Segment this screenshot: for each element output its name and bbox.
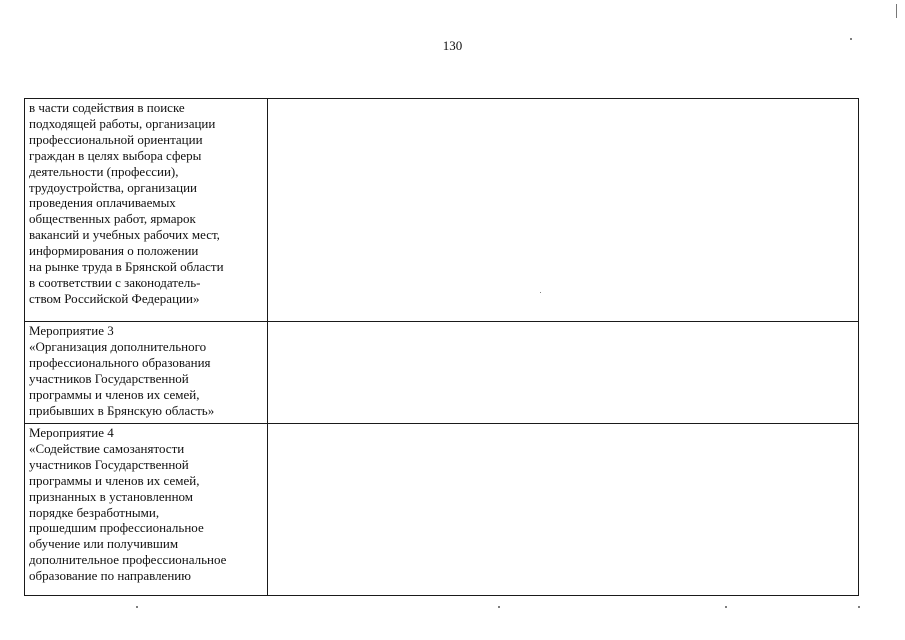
text-line: информирования о положении: [29, 243, 199, 259]
event-description-cell: [25, 99, 268, 322]
scan-speck: [540, 292, 541, 293]
text-line: образование по направлению: [29, 568, 191, 584]
page-number: 130: [442, 38, 463, 53]
text-line: порядке безработными,: [29, 504, 160, 520]
text-line: Мероприятие 4: [29, 425, 114, 440]
text-line: «Содействие самозанятости: [29, 440, 185, 456]
scan-speck: [858, 606, 860, 608]
text-line: подходящей работы, организации: [29, 115, 216, 131]
table-row: [25, 322, 859, 424]
empty-cell: [268, 424, 859, 596]
text-line: участников Государственной: [29, 456, 189, 472]
event-description-cell: [25, 424, 268, 596]
text-line: дополнительное профессиональное: [29, 552, 227, 568]
table-row: [25, 424, 859, 596]
text-line: Мероприятие 3: [29, 323, 114, 338]
text-line: вакансий и учебных рабочих мест,: [29, 227, 220, 243]
document-table: [24, 98, 859, 596]
event-description-cell: [25, 322, 268, 424]
text-line: деятельности (профессии),: [29, 163, 179, 179]
table-row: [25, 99, 859, 322]
text-line: в части содействия в поиске: [29, 100, 185, 115]
text-line: участников Государственной: [29, 370, 189, 386]
text-line: признанных в установленном: [29, 488, 194, 504]
empty-cell: [268, 99, 859, 322]
text-line: ством Российской Федерации»: [29, 290, 200, 306]
text-line: в соответствии с законодатель-: [29, 274, 201, 290]
text-line: проведения оплачиваемых: [29, 195, 176, 211]
empty-cell: [268, 322, 859, 424]
text-line: программы и членов их семей,: [29, 386, 200, 402]
scan-edge-mark: [896, 4, 897, 18]
text-line: общественных работ, ярмарок: [29, 211, 196, 227]
text-line: профессиональной ориентации: [29, 131, 203, 147]
scan-speck: [725, 606, 727, 608]
text-line: прибывших в Брянскую область»: [29, 402, 215, 418]
text-line: прошедшим профессиональное: [29, 520, 204, 536]
text-line: трудоустройства, организации: [29, 179, 198, 195]
text-line: на рынке труда в Брянской области: [29, 259, 224, 275]
scan-speck: [850, 38, 852, 40]
scan-speck: [136, 606, 138, 608]
scan-speck: [498, 606, 500, 608]
text-line: программы и членов их семей,: [29, 472, 200, 488]
text-line: обучение или получившим: [29, 536, 179, 552]
text-line: граждан в целях выбора сферы: [29, 147, 202, 163]
text-line: профессионального образования: [29, 354, 211, 370]
text-line: «Организация дополнительного: [29, 338, 207, 354]
